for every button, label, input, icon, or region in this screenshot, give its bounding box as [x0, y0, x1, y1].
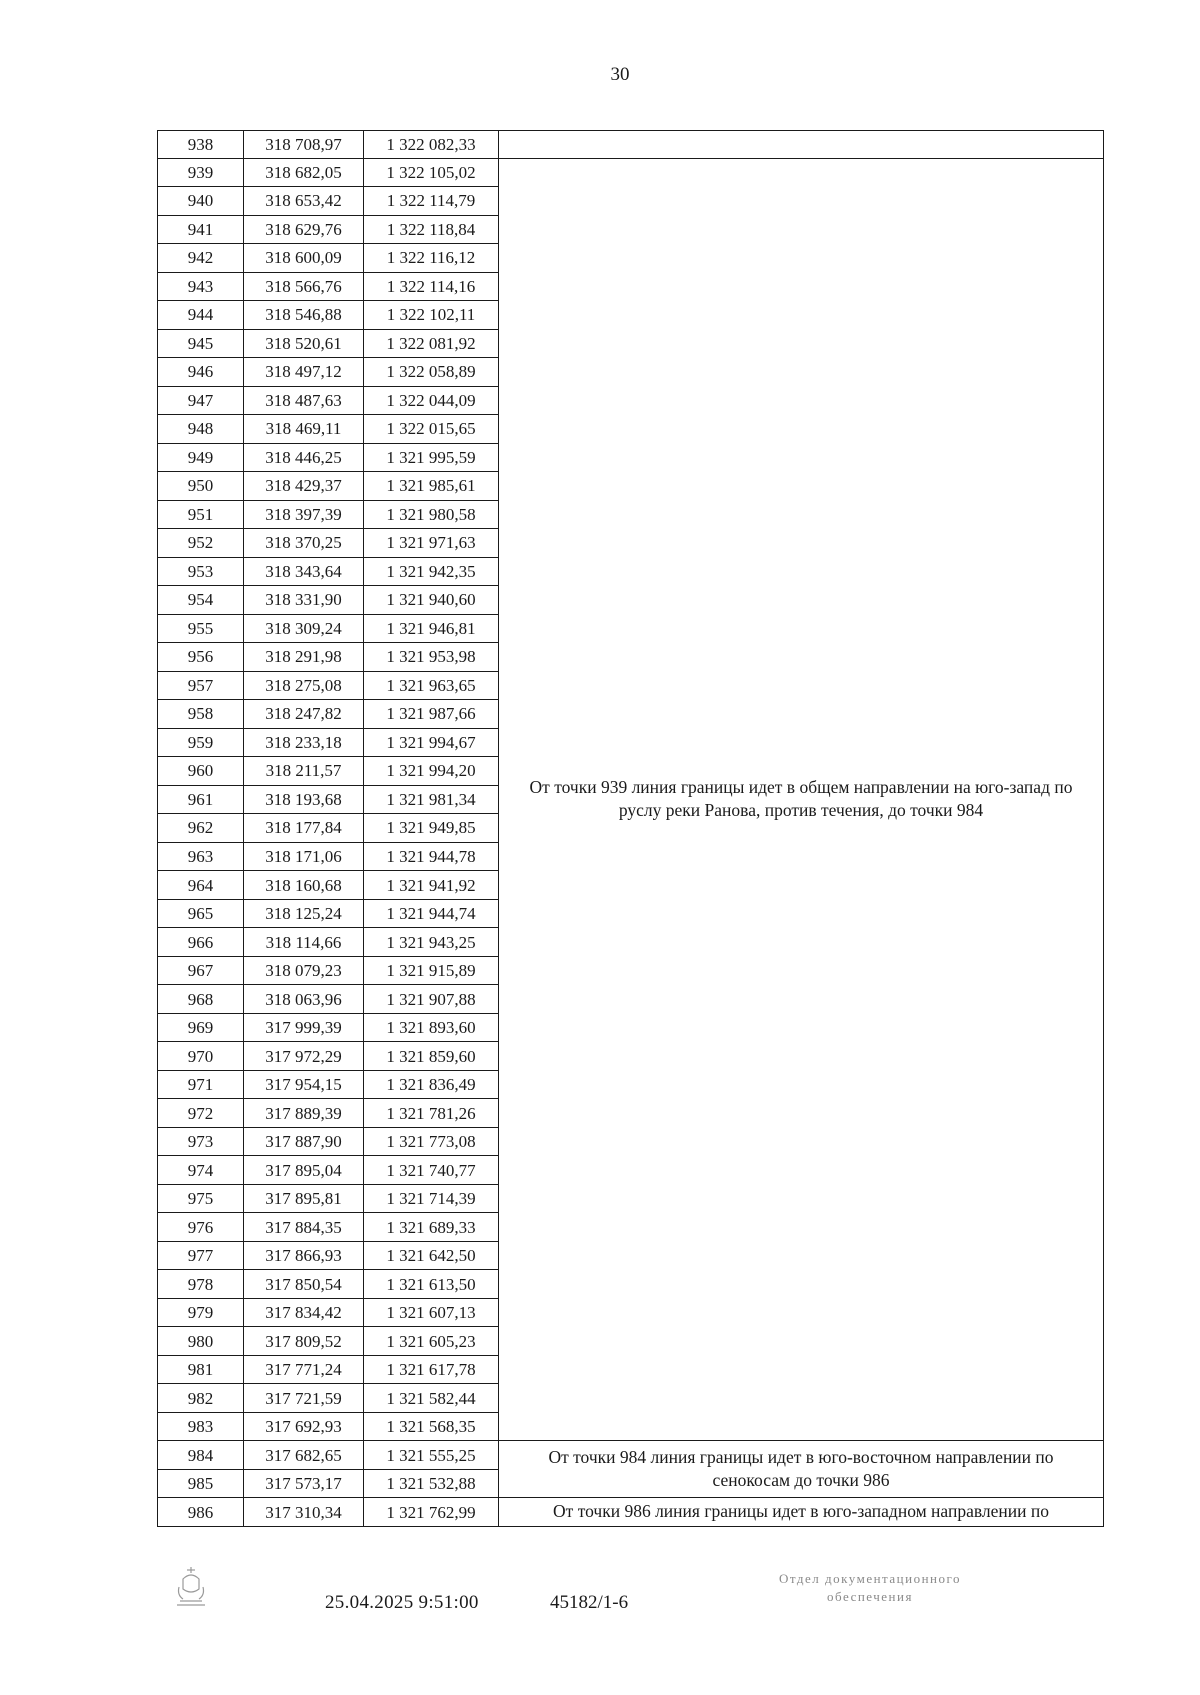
coordinate-y-cell: 1 321 605,23 — [364, 1327, 499, 1356]
point-number-cell: 980 — [157, 1327, 244, 1356]
coordinate-y-cell: 1 321 532,88 — [364, 1470, 499, 1499]
point-number-cell: 971 — [157, 1071, 244, 1100]
department-line-2: обеспечения — [827, 1588, 913, 1604]
coordinate-x-cell: 318 600,09 — [244, 244, 364, 273]
coordinate-x-cell: 318 497,12 — [244, 358, 364, 387]
point-number-cell: 943 — [157, 273, 244, 302]
coordinate-x-cell: 318 233,18 — [244, 729, 364, 758]
coordinate-x-cell: 318 211,57 — [244, 757, 364, 786]
point-number-cell: 976 — [157, 1213, 244, 1242]
point-number-cell: 960 — [157, 757, 244, 786]
coordinate-x-cell: 318 566,76 — [244, 273, 364, 302]
boundary-description-cell: От точки 986 линия границы идет в юго-западном направлении по — [499, 1498, 1104, 1527]
point-number-cell: 959 — [157, 729, 244, 758]
coordinate-y-cell: 1 321 613,50 — [364, 1270, 499, 1299]
point-number-cell: 948 — [157, 415, 244, 444]
point-number-cell: 967 — [157, 957, 244, 986]
coordinate-y-cell: 1 321 943,25 — [364, 928, 499, 957]
coordinate-x-cell: 318 171,06 — [244, 843, 364, 872]
coat-of-arms-icon — [173, 1565, 209, 1609]
coordinate-x-cell: 317 692,93 — [244, 1413, 364, 1442]
coordinate-x-cell: 318 247,82 — [244, 700, 364, 729]
coordinate-y-cell: 1 321 781,26 — [364, 1099, 499, 1128]
coordinate-x-cell: 317 573,17 — [244, 1470, 364, 1499]
point-number-cell: 945 — [157, 330, 244, 359]
coordinate-y-cell: 1 322 116,12 — [364, 244, 499, 273]
coordinate-y-cell: 1 322 105,02 — [364, 159, 499, 188]
point-number-cell: 983 — [157, 1413, 244, 1442]
coordinate-x-cell: 317 972,29 — [244, 1042, 364, 1071]
coordinate-x-cell: 317 721,59 — [244, 1384, 364, 1413]
department-line-1: Отдел документационного — [779, 1571, 961, 1586]
point-number-cell: 970 — [157, 1042, 244, 1071]
coordinate-x-cell: 318 291,98 — [244, 643, 364, 672]
coordinate-y-cell: 1 322 081,92 — [364, 330, 499, 359]
point-number-cell: 944 — [157, 301, 244, 330]
coordinate-y-cell: 1 321 953,98 — [364, 643, 499, 672]
coordinate-y-cell: 1 321 915,89 — [364, 957, 499, 986]
coordinate-x-cell: 317 310,34 — [244, 1498, 364, 1527]
coordinate-y-cell: 1 321 981,34 — [364, 786, 499, 815]
coordinate-x-cell: 318 331,90 — [244, 586, 364, 615]
coordinate-y-cell: 1 321 946,81 — [364, 615, 499, 644]
coordinate-x-cell: 317 887,90 — [244, 1128, 364, 1157]
coordinate-y-cell: 1 321 689,33 — [364, 1213, 499, 1242]
coordinate-x-cell: 318 063,96 — [244, 985, 364, 1014]
point-number-cell: 958 — [157, 700, 244, 729]
coordinate-x-cell: 318 708,97 — [244, 130, 364, 159]
coordinate-y-cell: 1 322 015,65 — [364, 415, 499, 444]
coordinate-y-cell: 1 322 102,11 — [364, 301, 499, 330]
coordinate-y-cell: 1 321 971,63 — [364, 529, 499, 558]
footer-timestamp: 25.04.2025 9:51:00 — [325, 1592, 479, 1613]
page-number: 30 — [610, 64, 630, 85]
coordinate-x-cell: 317 954,15 — [244, 1071, 364, 1100]
point-number-cell: 968 — [157, 985, 244, 1014]
coordinate-y-cell: 1 321 987,66 — [364, 700, 499, 729]
point-number-cell: 985 — [157, 1470, 244, 1499]
coordinate-y-cell: 1 321 642,50 — [364, 1242, 499, 1271]
point-number-cell: 984 — [157, 1441, 244, 1470]
point-number-cell: 964 — [157, 871, 244, 900]
point-number-cell: 957 — [157, 672, 244, 701]
coordinate-x-cell: 317 895,04 — [244, 1156, 364, 1185]
coordinate-y-cell: 1 322 044,09 — [364, 387, 499, 416]
coordinate-y-cell: 1 321 995,59 — [364, 444, 499, 473]
coordinate-x-cell: 318 177,84 — [244, 814, 364, 843]
point-number-cell: 953 — [157, 558, 244, 587]
coordinate-x-cell: 318 309,24 — [244, 615, 364, 644]
point-number-cell: 956 — [157, 643, 244, 672]
coordinate-y-cell: 1 321 980,58 — [364, 501, 499, 530]
coordinate-x-cell: 317 809,52 — [244, 1327, 364, 1356]
coordinate-y-cell: 1 321 944,78 — [364, 843, 499, 872]
point-number-cell: 969 — [157, 1014, 244, 1043]
point-number-cell: 940 — [157, 187, 244, 216]
coordinate-y-cell: 1 321 893,60 — [364, 1014, 499, 1043]
boundary-description-cell: От точки 939 линия границы идет в общем направлении на юго-запад по руслу реки Ранова, против течения, до точки 984 — [499, 159, 1104, 1442]
coordinate-y-cell: 1 321 836,49 — [364, 1071, 499, 1100]
coordinate-x-cell: 318 343,64 — [244, 558, 364, 587]
coordinate-y-cell: 1 321 963,65 — [364, 672, 499, 701]
coordinate-y-cell: 1 321 617,78 — [364, 1356, 499, 1385]
coordinate-y-cell: 1 321 944,74 — [364, 900, 499, 929]
point-number-cell: 951 — [157, 501, 244, 530]
coordinate-y-cell: 1 321 740,77 — [364, 1156, 499, 1185]
coordinate-x-cell: 318 487,63 — [244, 387, 364, 416]
point-number-cell: 963 — [157, 843, 244, 872]
coordinate-y-cell: 1 321 607,13 — [364, 1299, 499, 1328]
point-number-cell: 981 — [157, 1356, 244, 1385]
point-number-cell: 966 — [157, 928, 244, 957]
point-number-cell: 982 — [157, 1384, 244, 1413]
coordinate-x-cell: 317 884,35 — [244, 1213, 364, 1242]
point-number-cell: 974 — [157, 1156, 244, 1185]
point-number-cell: 939 — [157, 159, 244, 188]
coordinate-x-cell: 318 653,42 — [244, 187, 364, 216]
coordinate-x-cell: 318 079,23 — [244, 957, 364, 986]
coordinate-y-cell: 1 322 114,16 — [364, 273, 499, 302]
coordinate-x-cell: 318 446,25 — [244, 444, 364, 473]
coordinate-x-cell: 317 771,24 — [244, 1356, 364, 1385]
point-number-cell: 961 — [157, 786, 244, 815]
coordinate-y-cell: 1 321 942,35 — [364, 558, 499, 587]
coordinate-x-cell: 318 629,76 — [244, 216, 364, 245]
point-number-cell: 954 — [157, 586, 244, 615]
coordinate-x-cell: 317 682,65 — [244, 1441, 364, 1470]
coordinate-x-cell: 317 866,93 — [244, 1242, 364, 1271]
coordinate-x-cell: 317 889,39 — [244, 1099, 364, 1128]
coordinate-y-cell: 1 321 714,39 — [364, 1185, 499, 1214]
coordinate-x-cell: 318 275,08 — [244, 672, 364, 701]
coordinate-x-cell: 318 397,39 — [244, 501, 364, 530]
boundary-description-cell — [499, 130, 1104, 159]
coordinate-y-cell: 1 321 568,35 — [364, 1413, 499, 1442]
coordinate-x-cell: 318 114,66 — [244, 928, 364, 957]
coordinate-x-cell: 317 895,81 — [244, 1185, 364, 1214]
coordinate-x-cell: 317 999,39 — [244, 1014, 364, 1043]
coordinate-y-cell: 1 322 058,89 — [364, 358, 499, 387]
point-number-cell: 975 — [157, 1185, 244, 1214]
point-number-cell: 977 — [157, 1242, 244, 1271]
boundary-description-cell: От точки 984 линия границы идет в юго-восточном направлении по сенокосам до точки 986 — [499, 1441, 1104, 1498]
point-number-cell: 942 — [157, 244, 244, 273]
coordinate-y-cell: 1 321 762,99 — [364, 1498, 499, 1527]
coordinates-table — [157, 130, 1104, 1527]
coordinate-x-cell: 318 125,24 — [244, 900, 364, 929]
coordinate-y-cell: 1 322 114,79 — [364, 187, 499, 216]
coordinate-x-cell: 318 160,68 — [244, 871, 364, 900]
point-number-cell: 972 — [157, 1099, 244, 1128]
coordinate-x-cell: 318 469,11 — [244, 415, 364, 444]
coordinate-y-cell: 1 321 582,44 — [364, 1384, 499, 1413]
coordinate-x-cell: 318 429,37 — [244, 472, 364, 501]
point-number-cell: 941 — [157, 216, 244, 245]
point-number-cell: 946 — [157, 358, 244, 387]
footer-document-number: 45182/1-6 — [550, 1592, 629, 1613]
point-number-cell: 950 — [157, 472, 244, 501]
coordinate-x-cell: 317 850,54 — [244, 1270, 364, 1299]
point-number-cell: 952 — [157, 529, 244, 558]
coordinate-y-cell: 1 321 940,60 — [364, 586, 499, 615]
coordinate-x-cell: 318 370,25 — [244, 529, 364, 558]
coordinate-y-cell: 1 321 985,61 — [364, 472, 499, 501]
coordinate-x-cell: 318 520,61 — [244, 330, 364, 359]
footer-department-stamp — [730, 1570, 1010, 1605]
coordinate-y-cell: 1 321 941,92 — [364, 871, 499, 900]
coordinate-y-cell: 1 322 082,33 — [364, 130, 499, 159]
coordinate-x-cell: 318 682,05 — [244, 159, 364, 188]
point-number-cell: 955 — [157, 615, 244, 644]
coordinate-y-cell: 1 322 118,84 — [364, 216, 499, 245]
point-number-cell: 965 — [157, 900, 244, 929]
coordinate-y-cell: 1 321 994,20 — [364, 757, 499, 786]
coordinate-x-cell: 318 193,68 — [244, 786, 364, 815]
coordinate-x-cell: 317 834,42 — [244, 1299, 364, 1328]
coordinate-y-cell: 1 321 949,85 — [364, 814, 499, 843]
point-number-cell: 962 — [157, 814, 244, 843]
point-number-cell: 978 — [157, 1270, 244, 1299]
coordinate-x-cell: 318 546,88 — [244, 301, 364, 330]
coordinate-y-cell: 1 321 773,08 — [364, 1128, 499, 1157]
point-number-cell: 979 — [157, 1299, 244, 1328]
coordinate-y-cell: 1 321 555,25 — [364, 1441, 499, 1470]
coordinate-y-cell: 1 321 859,60 — [364, 1042, 499, 1071]
point-number-cell: 973 — [157, 1128, 244, 1157]
coordinate-y-cell: 1 321 907,88 — [364, 985, 499, 1014]
point-number-cell: 986 — [157, 1498, 244, 1527]
point-number-cell: 947 — [157, 387, 244, 416]
point-number-cell: 938 — [157, 130, 244, 159]
point-number-cell: 949 — [157, 444, 244, 473]
coordinate-y-cell: 1 321 994,67 — [364, 729, 499, 758]
